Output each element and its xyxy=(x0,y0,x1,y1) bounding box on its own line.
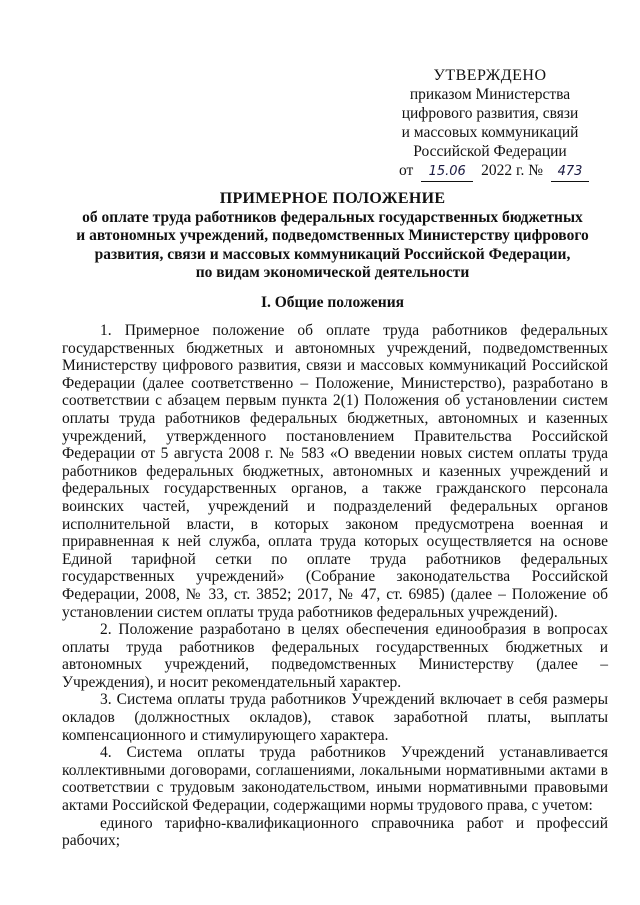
approval-date-line xyxy=(399,161,585,182)
paragraph: 3. Система оплаты труда работников Учреждений включает в себя размеры окладов (должностных окладов), ставок заработной платы, выплаты компенсационного и стимулирующего характера. xyxy=(62,691,608,744)
approval-line: цифрового развития, связи xyxy=(401,105,579,122)
document-title-block xyxy=(60,190,605,283)
section-heading: I. Общие положения xyxy=(260,294,405,311)
date-suffix: 2022 г. № xyxy=(481,162,544,179)
approval-title: УТВЕРЖДЕНО xyxy=(433,67,547,84)
document-title: ПРИМЕРНОЕ ПОЛОЖЕНИЕ xyxy=(219,190,446,207)
document-subtitle-line: по видам экономической деятельности xyxy=(195,264,470,281)
approval-line: приказом Министерства xyxy=(409,86,571,103)
document-subtitle-line: об оплате труда работников федеральных государственных бюджетных xyxy=(82,208,583,226)
paragraph: единого тарифно-квалификационного справочника работ и профессий рабочих; xyxy=(62,814,608,850)
approval-line: и массовых коммуникаций xyxy=(401,124,579,141)
document-subtitle-line: развития, связи и массовых коммуникаций Российской Федерации, xyxy=(94,245,571,263)
handwritten-number: 473 xyxy=(551,162,589,182)
approval-line: Российской Федерации xyxy=(413,143,567,160)
paragraph: 2. Положение разработано в целях обеспечения единообразия в вопросах оплаты труда работников федеральных государственных бюджетных и автономных учреждений, подведомственных Министерству (далее – Учреждения), и носит рекомендательный характер. xyxy=(62,621,608,691)
handwritten-date: 15.06 xyxy=(421,162,473,182)
paragraph: 4. Система оплаты труда работников Учреждений устанавливается коллективными договорами, соглашениями, локальными нормативными актами в соответствии с трудовым законодательством, иными нормативными правовыми актами Российской Федерации, содержащими нормы трудового права, с учетом: xyxy=(62,744,608,815)
paragraph: 1. Примерное положение об оплате труда работников федеральных государственных бюджетных и автономных учреждений, подведомственных Министерству цифрового развития, связи и массовых коммуникаций Российской Федерации (далее соответственно – Положение, Министерство), разработано в соответствии с абзацем первым пункта 2(1) Положения об установлении систем оплаты труда работников федеральных бюджетных, автономных и казенных учреждений, утвержденного постановлением Правительства Российской Федерации от 5 августа 2008 г. № 583 «О введении новых систем оплаты труда работников федеральных бюджетных, автономных и казенных учреждений и федеральных государственных органов, а также гражданского персонала воинских частей, учреждений и подразделений федеральных органов исполнительной власти, в которых законом предусмотрена военная и приравненная к ней служба, оплата труда которых осуществляется на основе Единой тарифной сетки по оплате труда работников федеральных государственных учреждений» (Собрание законодательства Российской Федерации, 2008, № 33, ст. 3852; 2017, № 47, ст. 6985) (далее – Положение об установлении систем оплаты труда работников федеральных учреждений). xyxy=(62,322,608,621)
document-subtitle-line: и автономных учреждений, подведомственных Министерству цифрового xyxy=(76,227,589,244)
date-prefix: от xyxy=(399,162,414,179)
approval-stamp xyxy=(395,66,585,182)
document-body xyxy=(62,322,608,850)
